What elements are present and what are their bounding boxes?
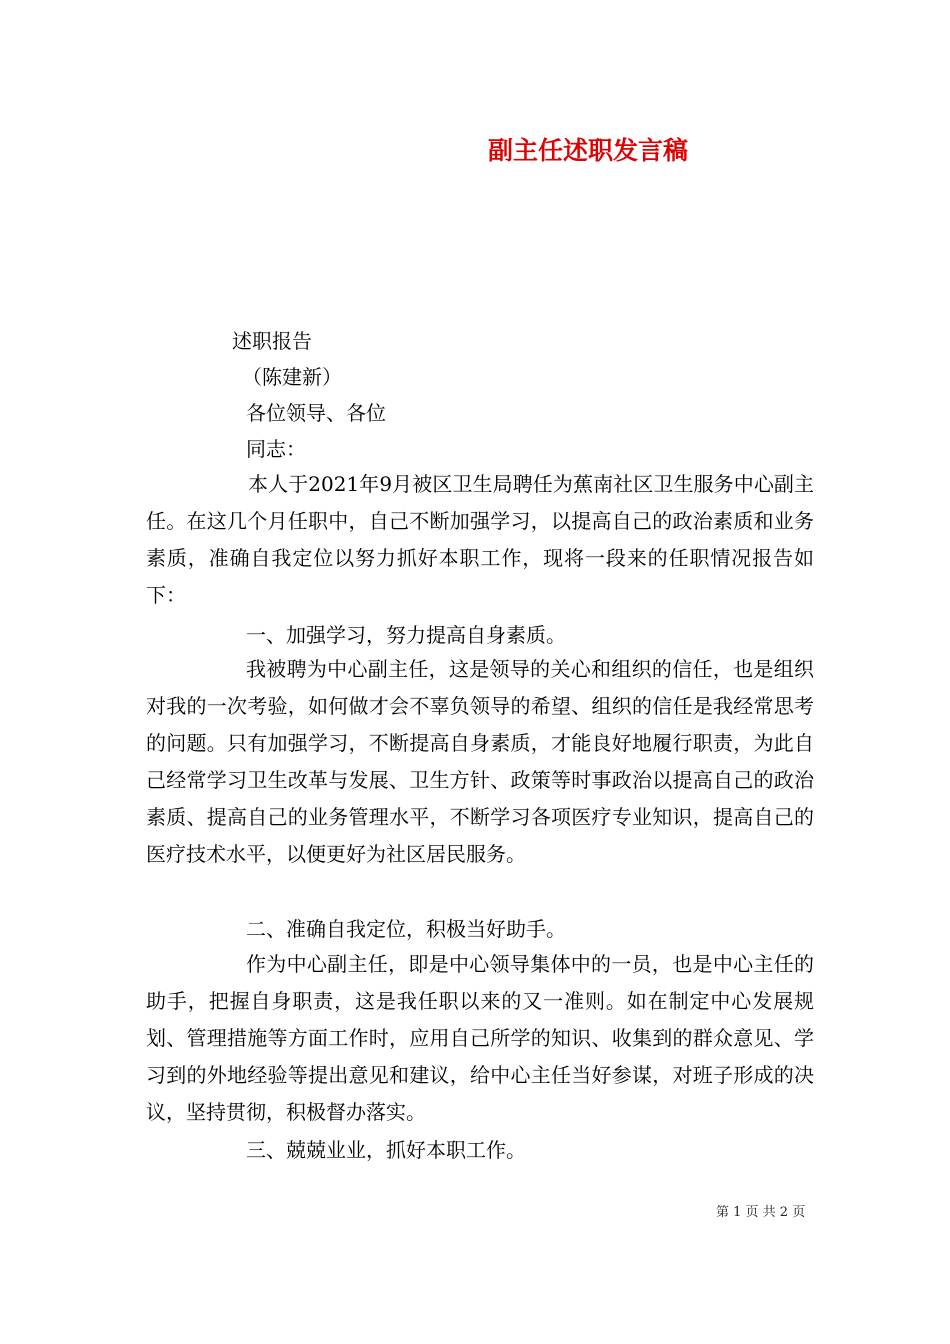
salutation-line-2: 同志： bbox=[246, 437, 306, 461]
section-1-heading: 一、加强学习，努力提高自身素质。 bbox=[246, 623, 566, 647]
document-title: 副主任述职发言稿 bbox=[488, 136, 689, 165]
salutation-line-1: 各位领导、各位 bbox=[246, 401, 386, 425]
author-name: （陈建新） bbox=[242, 365, 342, 389]
section-2-paragraph: 作为中心副主任，即是中心领导集体中的一员，也是中心主任的助手，把握自身职责，这是我任职以来的又一准则。如在制定中心发展规划、管理措施等方面工作时，应用自己所学的知识、收集到的群众意见、学习到的外地经验等提出意见和建议，给中心主任当好参谋，对班子形成的决议，坚持贯彻，积极督办落实。 bbox=[146, 952, 814, 1124]
section-3-heading: 三、兢兢业业，抓好本职工作。 bbox=[246, 1138, 526, 1162]
section-1-paragraph: 我被聘为中心副主任，这是领导的关心和组织的信任，也是组织对我的一次考验，如何做才会不辜负领导的希望、组织的信任是我经常思考的问题。只有加强学习，不断提高自身素质，才能良好地履行职责，为此自己经常学习卫生改革与发展、卫生方针、政策等时事政治以提高自己的政治素质、提高自己的业务管理水平，不断学习各项医疗专业知识，提高自己的医疗技术水平，以便更好为社区居民服务。 bbox=[146, 657, 814, 866]
report-label: 述职报告 bbox=[232, 329, 312, 353]
page-indicator: 第 1 页 共 2 页 bbox=[716, 1205, 806, 1220]
intro-paragraph: 本人于2021年9月被区卫生局聘任为蕉南社区卫生服务中心副主任。在这几个月任职中，自己不断加强学习，以提高自己的政治素质和业务素质，准确自我定位以努力抓好本职工作，现将一段来的任职情况报告如下： bbox=[146, 472, 814, 607]
section-2-heading: 二、准确自我定位，积极当好助手。 bbox=[246, 917, 566, 941]
